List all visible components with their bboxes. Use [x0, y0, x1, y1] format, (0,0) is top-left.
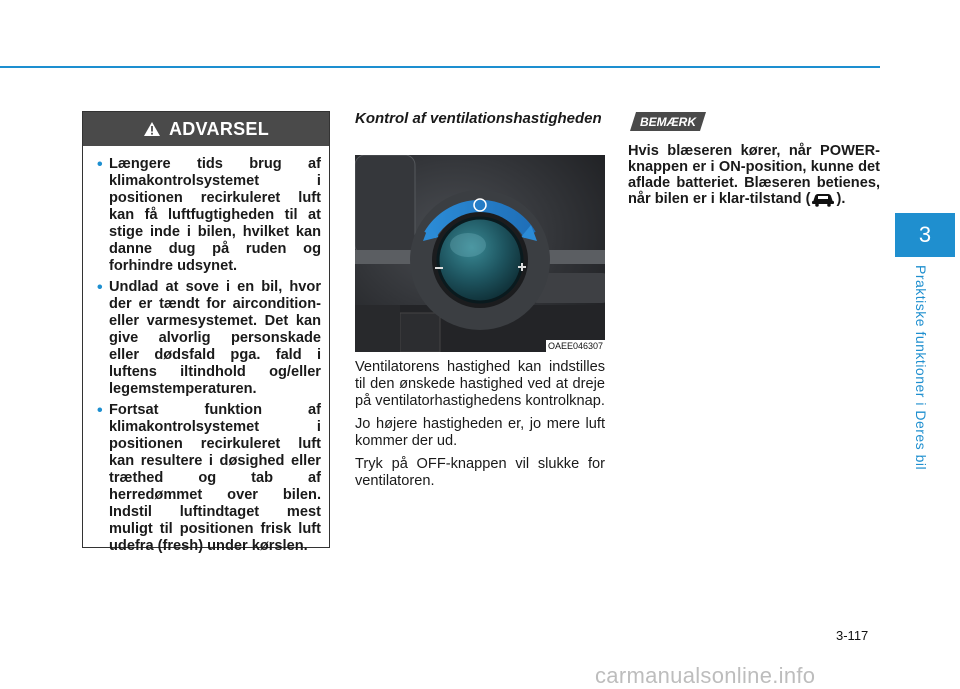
section-title: Kontrol af ventilationshastigheden: [355, 110, 602, 127]
warning-triangle-icon: [143, 121, 161, 137]
note-text: [628, 143, 880, 207]
section-body: [355, 359, 605, 496]
page-number: 3-117: [836, 628, 869, 643]
header-rule: [0, 66, 880, 68]
note-badge: [630, 112, 706, 131]
warning-list: [83, 146, 329, 555]
fan-knob-illustration: [355, 155, 605, 352]
body-paragraph: Ventilatorens hastighed kan indstilles til den ønskede hastighed ved at dreje på ventilatorhastighedens kontrolknap.: [355, 359, 605, 409]
warning-item: • Undlad at sove i en bil, hvor der er tændt for aircondition- eller varmesystemet. Det kan give alvorlig personskade eller dødsfald pga. fald i luftens iltindhold og/eller legemstemperaturen.: [97, 279, 321, 398]
note-badge-label: BEMÆRK: [640, 115, 696, 129]
chapter-title: Praktiske funktioner i Deres bil: [913, 265, 929, 471]
body-paragraph: Tryk på OFF-knappen vil slukke for ventilatoren.: [355, 456, 605, 489]
body-paragraph: Jo højere hastigheden er, jo mere luft kommer der ud.: [355, 416, 605, 449]
warning-heading: ADVARSEL: [168, 118, 270, 139]
chapter-title-vertical: [913, 265, 937, 471]
warning-item: • Fortsat funktion af klimakontrolsystemet i positionen recirkuleret luft kan resultere i døsighed eller træthed og tab af herredømmet over bilen. Indstil luftindtaget mest muligt til positionen frisk luft udefra (fresh) under kørslen.: [97, 402, 321, 555]
warning-box: [82, 111, 330, 554]
note-badge-shape: [630, 112, 706, 131]
warning-item: • Længere tids brug af klimakontrolsystemet i positionen recirkuleret luft kan få luftfugtigheden til at stige inde i bilen, hvilket kan danne dug på ruden og forhindre udsynet.: [97, 156, 321, 275]
note-text-main: Hvis blæseren kører, når POWER-knappen er i ON-position, kunne det aflade batteriet. Blæseren betienes, når bilen er i klar-tilstand (: [628, 143, 880, 207]
warning-header: [83, 112, 329, 146]
image-code: OAEE046307: [547, 341, 603, 351]
note-text-end: ).: [836, 191, 846, 207]
fan-control-photo: [355, 155, 605, 352]
car-ready-icon: [810, 192, 836, 207]
watermark: carmanualsonline.info: [595, 663, 816, 688]
chapter-number: 3: [918, 222, 932, 247]
chapter-number-tab: [895, 213, 955, 257]
